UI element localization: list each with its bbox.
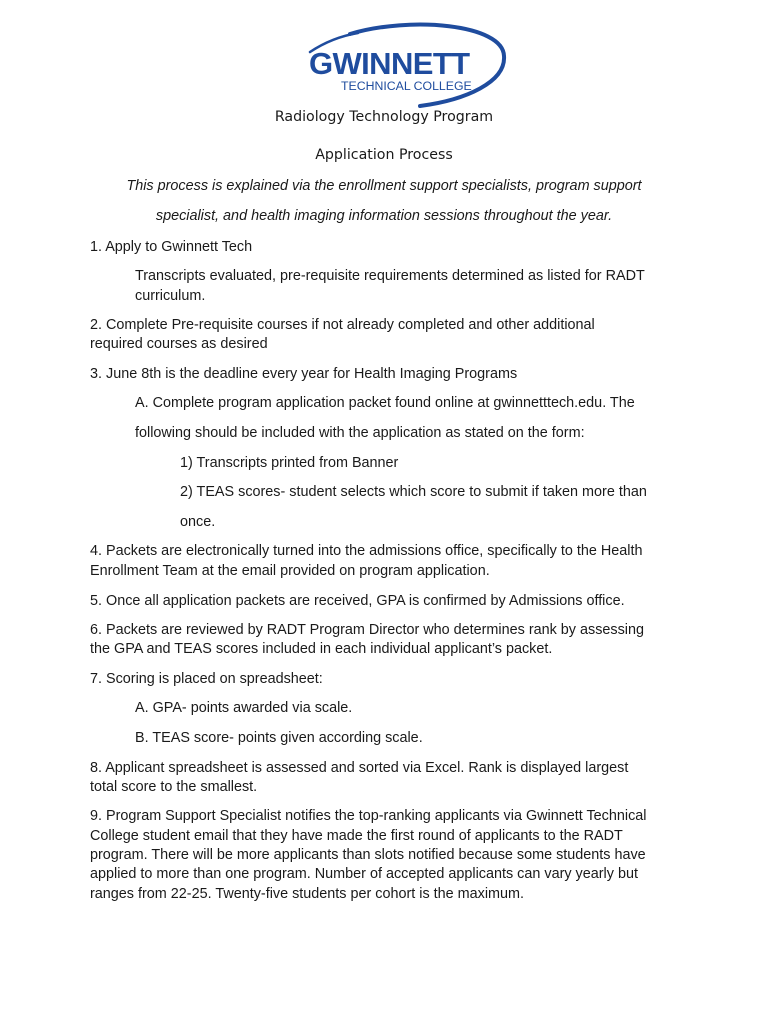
step-3: 3. June 8th is the deadline every year for Health Imaging Programs	[90, 366, 518, 382]
step-7: 7. Scoring is placed on spreadsheet:	[90, 671, 323, 687]
step-6-line-2: the GPA and TEAS scores included in each individual applicant’s packet.	[90, 641, 553, 657]
step-7b: B. TEAS score- points given according scale.	[135, 730, 423, 746]
step-1-detail-line-1: Transcripts evaluated, pre-requisite requirements determined as listed for RADT	[135, 268, 645, 284]
intro-line-1: This process is explained via the enrollment support specialists, program support	[126, 178, 642, 194]
step-9-line-5: ranges from 22-25. Twenty-five students per cohort is the maximum.	[90, 886, 525, 902]
logo-subtitle: TECHNICAL COLLEGE	[341, 79, 472, 93]
step-9-line-3: program. There will be more applicants than slots notified because some students have	[90, 847, 646, 863]
step-8-line-2: total score to the smallest.	[90, 779, 258, 795]
step-8-line-1: 8. Applicant spreadsheet is assessed and sorted via Excel. Rank is displayed largest	[90, 760, 629, 776]
step-5: 5. Once all application packets are received, GPA is confirmed by Admissions office.	[90, 593, 625, 609]
step-6-line-1: 6. Packets are reviewed by RADT Program Director who determines rank by assessing	[90, 622, 644, 638]
step-1: 1. Apply to Gwinnett Tech	[90, 239, 253, 255]
intro-line-2: specialist, and health imaging information sessions throughout the year.	[155, 208, 613, 224]
step-4-line-2: Enrollment Team at the email provided on program application.	[90, 563, 490, 579]
step-3a-line-2: following should be included with the application as stated on the form:	[135, 425, 585, 441]
step-2-line-1: 2. Complete Pre-requisite courses if not already completed and other additional	[90, 317, 595, 333]
step-4-line-1: 4. Packets are electronically turned into the admissions office, specifically to the Health	[90, 543, 643, 559]
logo-name: GWINNETT	[309, 46, 470, 81]
gwinnett-logo	[298, 22, 510, 110]
step-3a-line-1: A. Complete program application packet found online at gwinnetttech.edu. The	[135, 395, 635, 411]
step-9-line-1: 9. Program Support Specialist notifies the top-ranking applicants via Gwinnett Technical	[90, 808, 647, 824]
step-1-detail-line-2: curriculum.	[135, 288, 206, 304]
program-title: Radiology Technology Program	[274, 109, 494, 125]
step-9-line-4: applied to more than one program. Number of accepted applicants can vary yearly but	[90, 866, 638, 882]
step-3a-item-1: 1) Transcripts printed from Banner	[180, 455, 399, 471]
step-2-line-2: required courses as desired	[90, 336, 268, 352]
gwinnett-logo-graphic	[298, 22, 510, 110]
step-3a-item-2-line-1: 2) TEAS scores- student selects which score to submit if taken more than	[180, 484, 647, 500]
step-3a-item-2-line-2: once.	[180, 514, 216, 530]
step-7a: A. GPA- points awarded via scale.	[135, 700, 353, 716]
process-title: Application Process	[315, 147, 453, 163]
step-9-line-2: College student email that they have made the first round of applicants to the RADT	[90, 828, 623, 844]
